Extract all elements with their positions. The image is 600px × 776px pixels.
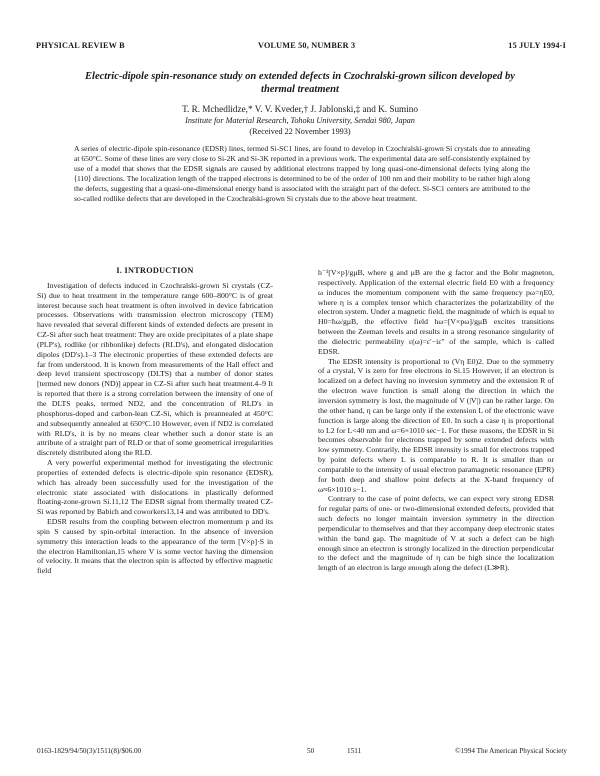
volume-number: VOLUME 50, NUMBER 3 [258, 41, 356, 50]
running-header [36, 41, 566, 53]
institution: Institute for Material Research, Tohoku University, Sendai 980, Japan [185, 116, 415, 125]
paper-title: Electric-dipole spin-resonance study on extended defects in Czochralski-grown silicon developed by thermal treatment [85, 71, 515, 95]
paragraph: h⁻¹[V×p]/gμB, where g and μB are the g factor and the Bohr magneton, respectively. Application of the external electric field E0 with a frequency ω induces the momentum component with the same frequency pω=ηE0, where η is a complex tensor which characterizes the polarizability of the electron system. Under a magnetic field, the magnitude of which is equal to H0=ħω/gμB, the effective field hω=[V×pω]/gμB excites transitions between the Zeeman levels and results in a strong resonance singularity of the dielectric permeability ε(ω)=ε′−iε″ of the sample, which is called EDSR. [318, 268, 554, 356]
paragraph: A very powerful experimental method for investigating the electronic properties of extended defects is electric-dipole spin resonance (EDSR), which has already been successfully used for the investigation of the electronic state associated with dislocations in plastically deformed floating-zone-grown Si.11,12 The EDSR signal from thermally treated CZ-Si was reported by Babich and coworkers13,14 and was attributed to DD's. [37, 458, 273, 517]
footer-volume: 50 [307, 747, 315, 755]
page-footer [37, 747, 567, 758]
right-column [318, 268, 554, 573]
left-column [37, 266, 273, 576]
abstract: A series of electric-dipole spin-resonance (EDSR) lines, termed Si-SC1 lines, are found to develop in Czochralski-grown Si crystals due to annealing at 650°C. Some of these lines are very close to Si-2K and Si-3K reported in a previous work. The experimental data are self-consistently explained by use of a model that shows that the EDSR signals are caused by additional electrons trapped by long quasi-one-dimensional defects lying along the ⟨110⟩ directions. The localization length of the trapped electrons is determined to be of the order of 100 nm and their mobility to be rather high along the defects, suggesting that a quasi-one-dimensional energy band is associated with the straight part of the defect. Si-SC1 centers are attributed to the so-called rodlike defects that are developed in the Czochralski-grown Si crystals due to the above heat treatment. [74, 144, 530, 204]
article-code: 0163-1829/94/50(3)/1511(8)/$06.00 [37, 747, 142, 755]
issue-date: 15 JULY 1994-I [508, 41, 566, 50]
section-heading: I. INTRODUCTION [116, 266, 194, 275]
copyright-notice: ©1994 The American Physical Society [455, 747, 567, 755]
paragraph: The EDSR intensity is proportional to (Vη E0)2. Due to the symmetry of a crystal, V is zero for free electrons in Si.15 However, if an electron is localized on a defect having no inversion symmetry and the extension R of the electron wave function is small along the direction in which the inversion symmetry is lost, the magnitude of V (|V|) can be rather large. On the other hand, η can be large only if the extension L of the electronic wave function is large along the direction of E0. In such a case η is proportional to L2 for L<40 nm and ω=6×1010 sec−1. For these reasons, the EDSR in Si becomes observable for electrons trapped by some extended defects with low symmetry. Contrarily, the EDSR intensity is small for electrons trapped by point defects where L is comparable to R. It is smaller than or comparable to the intensity of usual electron paramagnetic resonance (EPR) for both deep and shallow point defects at the X-band frequency of ω≈6×1010 s−1. [318, 356, 554, 494]
paragraph: EDSR results from the coupling between electron momentum p and its spin S caused by spin-orbital interaction. In the absence of inversion symmetry this interaction leads to the appearance of the term [V×p]·S in the electron Hamiltonian,15 where V is some vector having the dimension of velocity. It means that the electron spin is affected by effective magnetic field [37, 517, 273, 576]
author-list: T. R. Mchedlidze,* V. V. Kveder,† J. Jablonski,‡ and K. Sumino [182, 104, 418, 114]
journal-name: PHYSICAL REVIEW B [36, 41, 125, 50]
page-number: 1511 [347, 747, 362, 755]
received-date: (Received 22 November 1993) [249, 127, 351, 136]
paragraph: Contrary to the case of point defects, we can expect very strong EDSR for regular parts of one- or two-dimensional extended defects, provided that such defects no longer maintain inversion symmetry in the direction perpendicular to themselves and that they accompany deep electronic states within the band gap. The magnitude of V at such a defect can be high enough since an electron is strongly localized in the direction perpendicular to the defect and the magnitude of η can be high since the localization length of an electron is large enough along the defect (L≫R). [318, 494, 554, 573]
paragraph: Investigation of defects induced in Czochralski-grown Si crystals (CZ-Si) due to heat treatment in the temperature range 600–800°C is of great interest because such heat treatment is often involved in device fabrication processes. Observations with transmission electron microscopy (TEM) have revealed that several different kinds of extended defects are present in CZ-Si after such heat treatment: They are oxide precipitates of a plate shape (PLP's), rodlike (or ribbonlike) defects (RLD's), and elongated dislocation dipoles (DD's).1–3 The electronic properties of these extended defects are far from understood. It is known from measurements of the Hall effect and deep level transient spectroscopy (DLTS) that a number of donor states [termed new donors (ND)] appear in CZ-Si after such heat treatment.4–9 It is reported that there is a strong correlation between the intensity of one of the DLTS peaks, termed ND2, and the concentration of RLD's in phosphorus-doped and carbon-lean CZ-Si, which is preannealed at 450°C and subsequently annealed at 650°C.10 However, even if ND2 is correlated with RLD's, it is by no means clear whether such a donor state is an attribute of a straight part of RLD or that of some geometrical irregularities discretely distributed along the RLD. [37, 280, 273, 458]
